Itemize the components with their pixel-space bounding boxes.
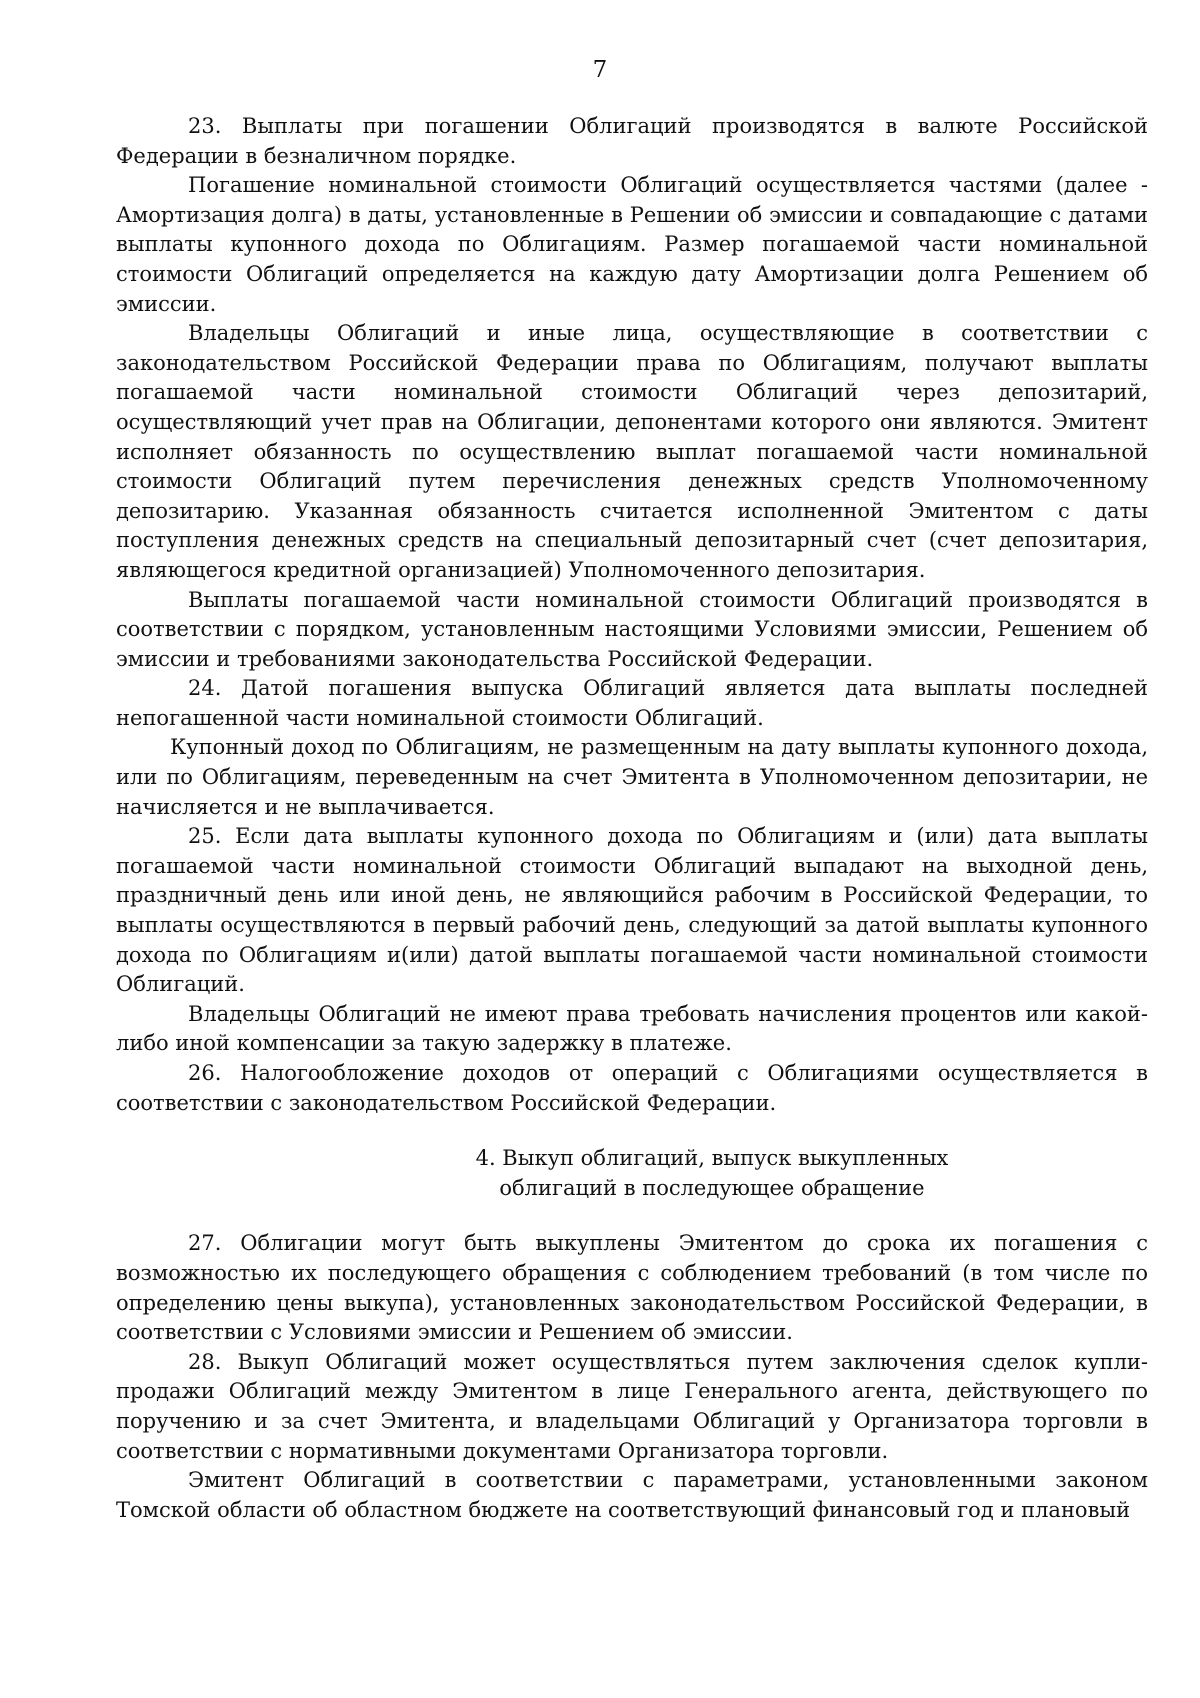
paragraph-payment-procedure: Выплаты погашаемой части номинальной стоимости Облигаций производятся в соответствии с порядком, установленным настоящими Условиями эмиссии, Решением об эмиссии и требованиями законодательства Российской Федерации. [116, 587, 1148, 671]
paragraph-23: 23. Выплаты при погашении Облигаций производятся в валюте Российской Федерации в безналичном порядке. [116, 114, 1148, 168]
section-heading [116, 1144, 1148, 1203]
paragraph-25: 25. Если дата выплаты купонного дохода по Облигациям и (или) дата выплаты погашаемой части номинальной стоимости Облигаций выпадают на выходной день, праздничный день или иной день, не являющийся рабочим в Российской Федерации, то выплаты осуществляются в первый рабочий день, следующий за датой выплаты купонного дохода по Облигациям и(или) датой выплаты погашаемой части номинальной стоимости Облигаций. [116, 824, 1148, 997]
paragraph-coupon-income: Купонный доход по Облигациям, не размещенным на дату выплаты купонного дохода, или по Облигациям, переведенным на счет Эмитента в Уполномоченном депозитарии, не начисляется и не выплачивается. [116, 735, 1148, 819]
section-heading-line-1: 4. Выкуп облигаций, выпуск выкупленных [475, 1146, 949, 1171]
page-number: 7 [592, 57, 608, 83]
paragraph-amortization: Погашение номинальной стоимости Облигаций осуществляется частями (далее - Амортизация долга) в даты, установленные в Решении об эмиссии и совпадающие с датами выплаты купонного дохода по Облигациям. Размер погашаемой части номинальной стоимости Облигаций определяется на каждую дату Амортизации долга Решением об эмиссии. [116, 173, 1148, 316]
paragraph-no-compensation: Владельцы Облигаций не имеют права требовать начисления процентов или какой-либо иной компенсации за такую задержку в платеже. [116, 1001, 1148, 1056]
paragraph-28: 28. Выкуп Облигаций может осуществляться путем заключения сделок купли-продажи Облигаций между Эмитентом в лице Генерального агента, действующего по поручению и за счет Эмитента, и владельцами Облигаций у Организатора торговли в соответствии с нормативными документами Организатора торговли. [116, 1349, 1148, 1463]
paragraph-issuer-parameters: Эмитент Облигаций в соответствии с параметрами, установленными законом Томской области об областном бюджете на соответствующий финансовый год и плановый [116, 1468, 1148, 1522]
paragraph-24: 24. Датой погашения выпуска Облигаций является дата выплаты последней непогашенной части номинальной стоимости Облигаций. [116, 676, 1148, 730]
document-body [116, 112, 1148, 1525]
paragraph-27: 27. Облигации могут быть выкуплены Эмитентом до срока их погашения с возможностью их последующего обращения с соблюдением требований (в том числе по определению цены выкупа), установленных законодательством Российской Федерации, в соответствии с Условиями эмиссии и Решением об эмиссии. [116, 1231, 1148, 1345]
paragraph-owners-payments: Владельцы Облигаций и иные лица, осуществляющие в соответствии с законодательством Российской Федерации права по Облигациям, получают выплаты погашаемой части номинальной стоимости Облигаций через депозитарий, осуществляющий учет прав на Облигации, депонентами которого они являются. Эмитент исполняет обязанность по осуществлению выплат погашаемой части номинальной стоимости Облигаций путем перечисления денежных средств Уполномоченному депозитарию. Указанная обязанность считается исполненной Эмитентом с даты поступления денежных средств на специальный депозитарный счет (счет депозитария, являющегося кредитной организацией) Уполномоченного депозитария. [116, 321, 1148, 582]
paragraph-26: 26. Налогообложение доходов от операций с Облигациями осуществляется в соответствии с законодательством Российской Федерации. [116, 1061, 1148, 1115]
section-heading-line-2: облигаций в последующее обращение [499, 1175, 925, 1200]
